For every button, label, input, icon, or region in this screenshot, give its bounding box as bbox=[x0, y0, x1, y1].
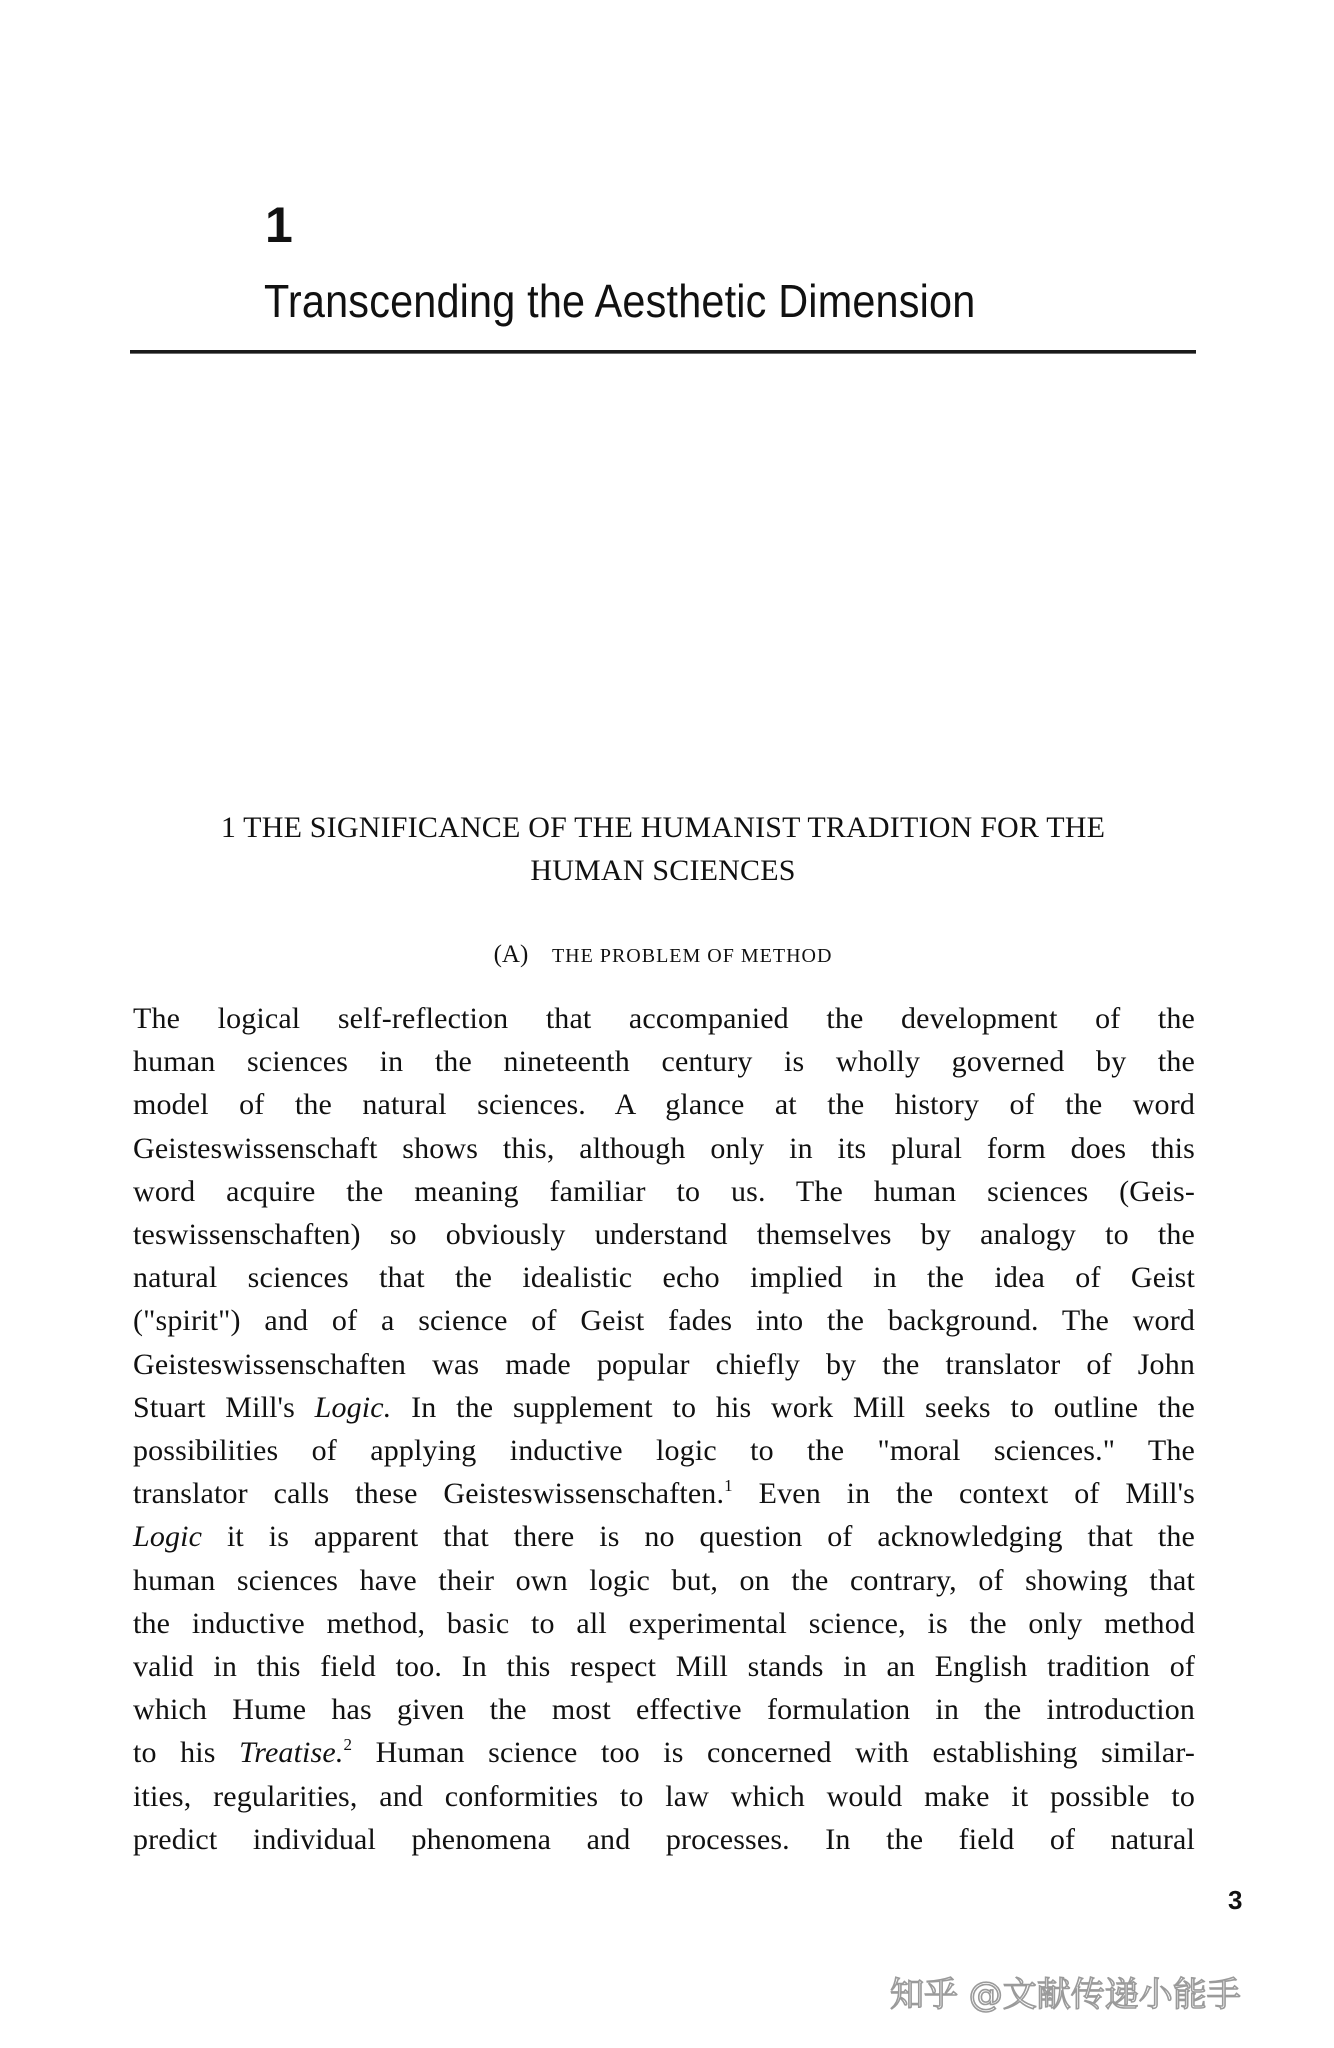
body-line: valid in this field too. In this respect Mill stands in an English tradition of bbox=[133, 1650, 1195, 1684]
body-text-run: In the supplement to his work Mill seeks to outline the bbox=[391, 1390, 1195, 1424]
body-line bbox=[133, 1386, 1195, 1429]
body-line: Geisteswissenschaften was made popular chiefly by the translator of John bbox=[133, 1347, 1195, 1381]
section-heading-line-2: HUMAN SCIENCES bbox=[530, 854, 796, 887]
book-title-logic: Logic. bbox=[314, 1390, 392, 1424]
footnote-marker-2[interactable]: 2 bbox=[343, 1735, 353, 1755]
chapter-title: Transcending the Aesthetic Dimension bbox=[264, 275, 976, 327]
subsection-title: THE PROBLEM OF METHOD bbox=[551, 945, 833, 967]
section-heading-line-1: 1 THE SIGNIFICANCE OF THE HUMANIST TRADITION FOR THE bbox=[220, 811, 1106, 844]
body-line: ities, regularities, and conformities to law which would make it possible to bbox=[133, 1779, 1195, 1813]
watermark-text: 知乎 @文献传递小能手 bbox=[890, 1975, 1241, 2015]
body-text-run: Stuart Mill's bbox=[133, 1390, 315, 1424]
body-paragraph bbox=[133, 997, 1195, 1861]
section-heading bbox=[130, 806, 1196, 892]
footnote-marker-1[interactable]: 1 bbox=[724, 1476, 733, 1496]
body-line: model of the natural sciences. A glance at the history of the word bbox=[133, 1088, 1195, 1122]
body-line: predict individual phenomena and processes. In the field of natural bbox=[133, 1822, 1195, 1856]
body-line: teswissenschaften) so obviously understand themselves by analogy to the bbox=[133, 1218, 1195, 1252]
body-text-run: translator calls these Geisteswissenschaften. bbox=[133, 1477, 725, 1511]
book-title-logic: Logic bbox=[133, 1520, 203, 1554]
body-text-run: it is apparent that there is no question of acknowledging that the bbox=[202, 1520, 1195, 1554]
chapter-rule bbox=[130, 350, 1196, 353]
body-line: word acquire the meaning familiar to us. The human sciences (Geis- bbox=[133, 1174, 1195, 1208]
body-line: The logical self-reflection that accompanied the development of the bbox=[133, 1002, 1195, 1035]
body-line: possibilities of applying inductive logic to the "moral sciences." The bbox=[133, 1434, 1195, 1468]
body-line: human sciences in the nineteenth century is wholly governed by the bbox=[133, 1045, 1195, 1079]
body-line: natural sciences that the idealistic echo implied in the idea of Geist bbox=[133, 1261, 1195, 1295]
page-number: 3 bbox=[1228, 1885, 1243, 1915]
body-text-run: Even in the context of Mill's bbox=[732, 1477, 1196, 1511]
watermark-graphic bbox=[890, 1968, 1310, 2018]
zhihu-watermark bbox=[890, 1968, 1310, 2018]
body-text-run: to his bbox=[133, 1736, 240, 1770]
body-text-run: Human science too is concerned with establishing similar- bbox=[352, 1736, 1196, 1770]
body-line bbox=[133, 1472, 1195, 1515]
body-line: which Hume has given the most effective formulation in the introduction bbox=[133, 1693, 1195, 1727]
chapter-number: 1 bbox=[265, 197, 293, 253]
body-line: the inductive method, basic to all experimental science, is the only method bbox=[133, 1606, 1195, 1640]
body-line: Geisteswissenschaft shows this, although only in its plural form does this bbox=[133, 1131, 1195, 1165]
subsection-heading bbox=[130, 940, 1196, 971]
body-line: ("spirit") and of a science of Geist fades into the background. The word bbox=[133, 1304, 1195, 1338]
body-line: human sciences have their own logic but, on the contrary, of showing that bbox=[133, 1563, 1195, 1597]
subsection-label: (A) bbox=[493, 941, 529, 968]
body-line bbox=[133, 1731, 1195, 1774]
subsection-spacer bbox=[534, 945, 546, 967]
body-line bbox=[133, 1515, 1195, 1558]
book-title-treatise: Treatise. bbox=[239, 1736, 344, 1770]
